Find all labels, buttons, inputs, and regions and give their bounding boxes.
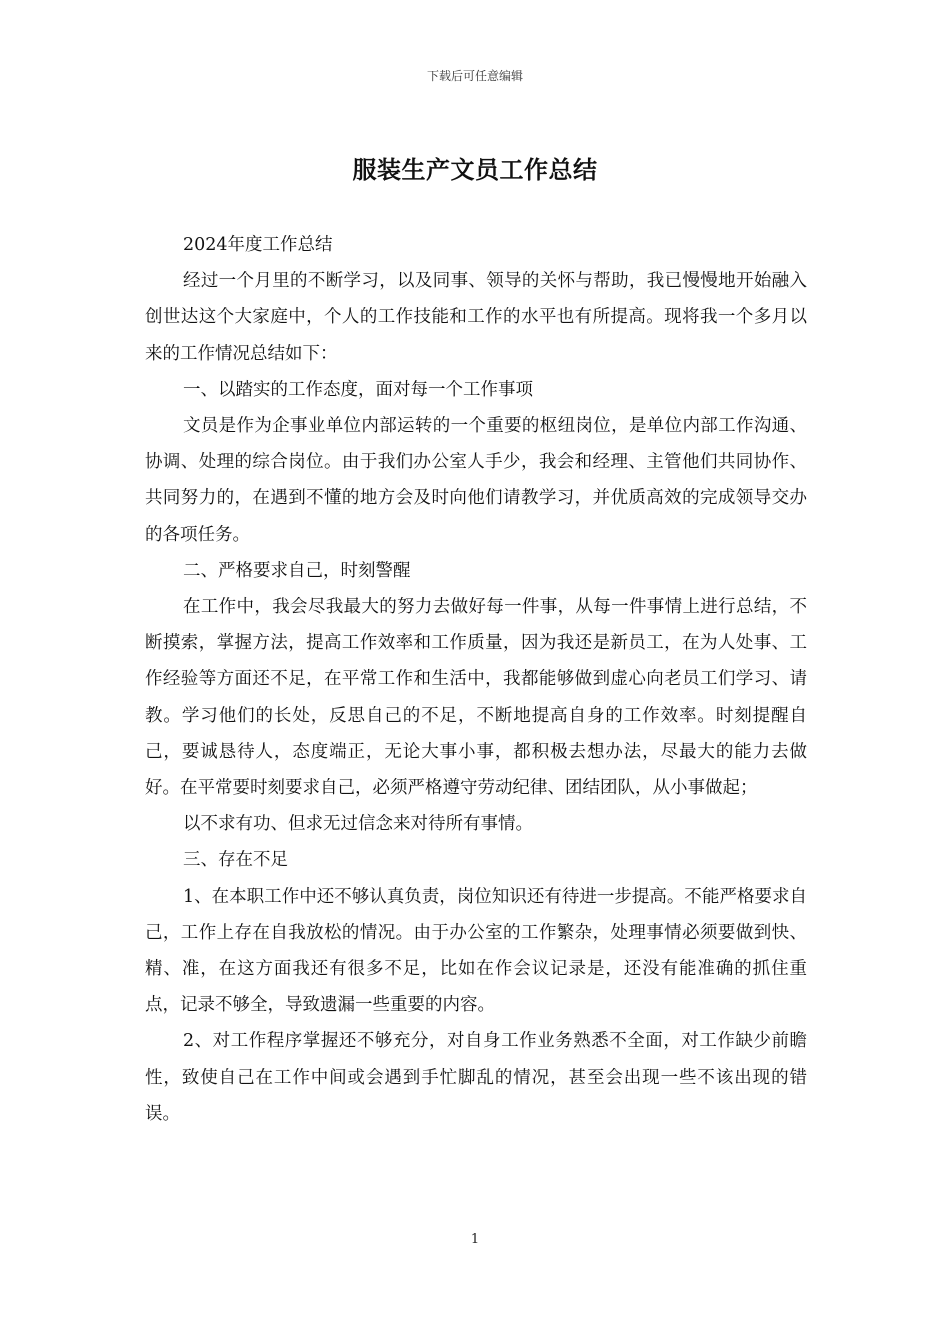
paragraph-section-2-belief: 以不求有功、但求无过信念来对待所有事情。 — [183, 814, 533, 835]
header-note: 下载后可任意编辑 — [426, 69, 523, 83]
paragraph-year-heading: 2024年度工作总结 — [183, 235, 333, 255]
paragraph-shortcoming-1: 1、在本职工作中还不够认真负责，岗位知识还有待进一步提高。不能严格要求自己，工作上存在自我放松的情况。由于办公室的工作繁杂，处理事情必须要做到快、精、准，在这方面我还有很多不足，比如在作会议记录是，还没有能准确的抓住重点，记录不够全，导致遗漏一些重要的内容。 — [145, 886, 807, 1016]
paragraph-section-2: 在工作中，我会尽我最大的努力去做好每一件事，从每一件事情上进行总结，不断摸索，掌握方法，提高工作效率和工作质量，因为我还是新员工，在为人处事、工作经验等方面还不足，在平常工作和生活中，我都能够做到虚心向老员工们学习、请教。学习他们的长处，反思自己的不足，不断地提高自身的工作效率。时刻提醒自己，要诚恳待人，态度端正，无论大事小事，都积极去想办法，尽最大的能力去做好。在平常要时刻要求自己，必须严格遵守劳动纪律、团结团队，从小事做起； — [145, 597, 807, 799]
paragraph-shortcoming-2: 2、对工作程序掌握还不够充分，对自身工作业务熟悉不全面，对工作缺少前瞻性，致使自己在工作中间或会遇到手忙脚乱的情况，甚至会出现一些不该出现的错误。 — [145, 1031, 807, 1124]
paragraph-intro: 经过一个月里的不断学习，以及同事、领导的关怀与帮助，我已慢慢地开始融入创世达这个大家庭中，个人的工作技能和工作的水平也有所提高。现将我一个多月以来的工作情况总结如下： — [145, 271, 807, 364]
paragraph-section-1: 文员是作为企事业单位内部运转的一个重要的枢纽岗位，是单位内部工作沟通、协调、处理的综合岗位。由于我们办公室人手少，我会和经理、主管他们共同协作、共同努力的，在遇到不懂的地方会及时向他们请教学习，并优质高效的完成领导交办的各项任务。 — [145, 416, 807, 545]
section-heading-1: 一、以踏实的工作态度，面对每一个工作事项 — [183, 379, 533, 400]
document-title: 服装生产文员工作总结 — [352, 155, 598, 184]
document-body — [145, 227, 807, 1132]
section-heading-3: 三、存在不足 — [183, 850, 288, 871]
page-number: 1 — [470, 1232, 480, 1247]
section-heading-2: 二、严格要求自己，时刻警醒 — [183, 560, 411, 581]
